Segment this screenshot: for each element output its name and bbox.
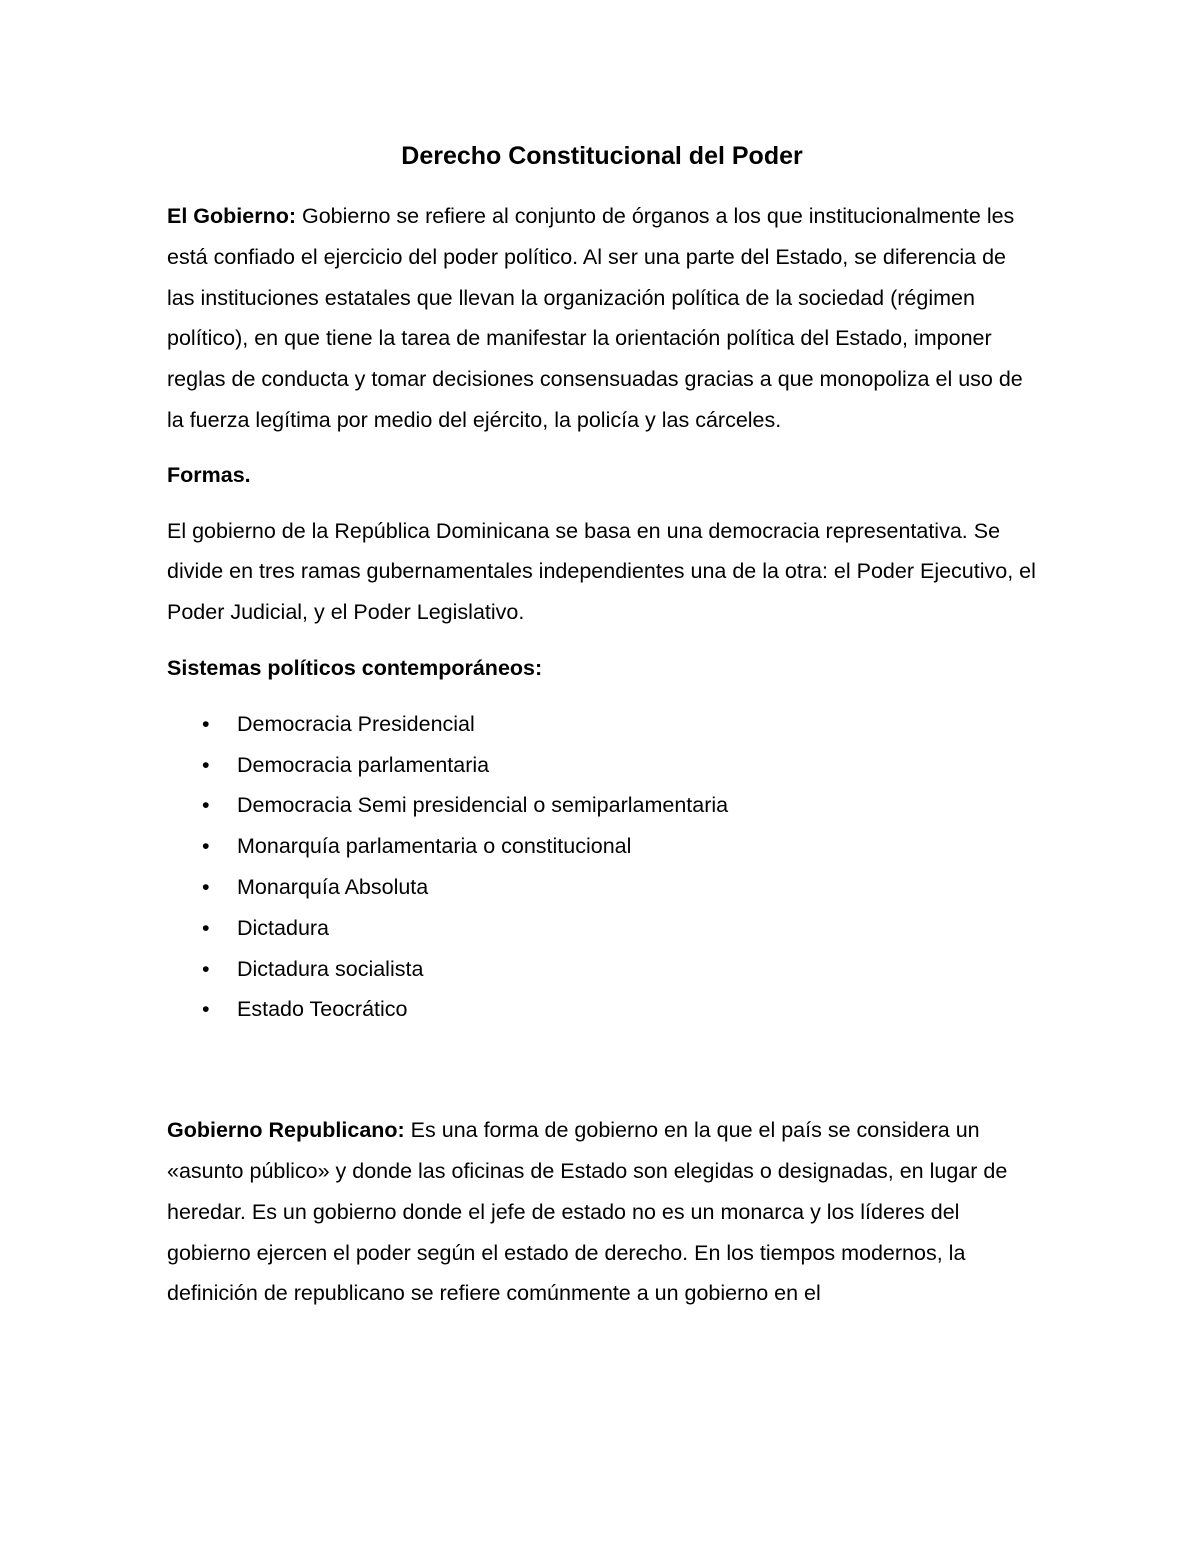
list-item	[167, 745, 1037, 786]
bullet-icon: •	[202, 711, 210, 736]
paragraph-gobierno-text: Gobierno se refiere al conjunto de órganos a los que institucionalmente les está confiado el ejercicio del poder político. Al ser una parte del Estado, se diferencia de las instituciones estatales que llevan la organización política de la sociedad (régimen político), en que tiene la tarea de manifestar la orientación política del Estado, imponer reglas de conducta y tomar decisiones consensuadas gracias a que monopoliza el uso de la fuerza legítima por medio del ejército, la policía y las cárceles.	[167, 204, 1023, 432]
list-item	[167, 785, 1037, 826]
heading-sistemas: Sistemas políticos contemporáneos:	[167, 655, 543, 680]
list-item-label: Democracia Semi presidencial o semiparlamentaria	[237, 793, 729, 818]
systems-list	[167, 704, 1037, 1030]
term-republicano: Gobierno Republicano:	[167, 1118, 405, 1143]
list-item	[167, 949, 1037, 990]
list-item-label: Monarquía parlamentaria o constitucional	[237, 834, 632, 859]
bullet-icon: •	[202, 874, 210, 899]
bullet-icon: •	[202, 793, 210, 818]
bullet-icon: •	[202, 997, 210, 1022]
list-item	[167, 908, 1037, 949]
list-item	[167, 704, 1037, 745]
paragraph-republicano-text: Es una forma de gobierno en la que el país se considera un «asunto público» y donde las oficinas de Estado son elegidas o designadas, en lugar de heredar. Es un gobierno donde el jefe de estado no es un monarca y los líderes del gobierno ejercen el poder según el estado de derecho. En los tiempos modernos, la definición de republicano se refiere comúnmente a un gobierno en el	[167, 1118, 1008, 1306]
list-item-label: Dictadura socialista	[237, 956, 424, 981]
bullet-icon: •	[202, 834, 210, 859]
paragraph-gobierno	[167, 196, 1037, 441]
list-item	[167, 867, 1037, 908]
document-title: Derecho Constitucional del Poder	[401, 142, 803, 170]
list-item	[167, 826, 1037, 867]
bullet-icon: •	[202, 956, 210, 981]
list-item-label: Democracia Presidencial	[237, 711, 475, 736]
heading-formas: Formas.	[167, 462, 251, 487]
list-item-label: Estado Teocrático	[237, 997, 408, 1022]
term-gobierno: El Gobierno:	[167, 204, 296, 228]
list-item-label: Dictadura	[237, 915, 330, 940]
bullet-icon: •	[202, 915, 210, 940]
paragraph-formas: El gobierno de la República Dominicana se basa en una democracia representativa. Se divide en tres ramas gubernamentales independientes una de la otra: el Poder Ejecutivo, el Poder Judicial, y el Poder Legislativo.	[167, 518, 1036, 625]
list-item	[167, 989, 1037, 1030]
bullet-icon: •	[202, 752, 210, 777]
document-body	[167, 136, 1037, 1314]
list-item-label: Democracia parlamentaria	[237, 752, 490, 777]
list-item-label: Monarquía Absoluta	[237, 874, 429, 899]
paragraph-republicano	[167, 1110, 1037, 1314]
